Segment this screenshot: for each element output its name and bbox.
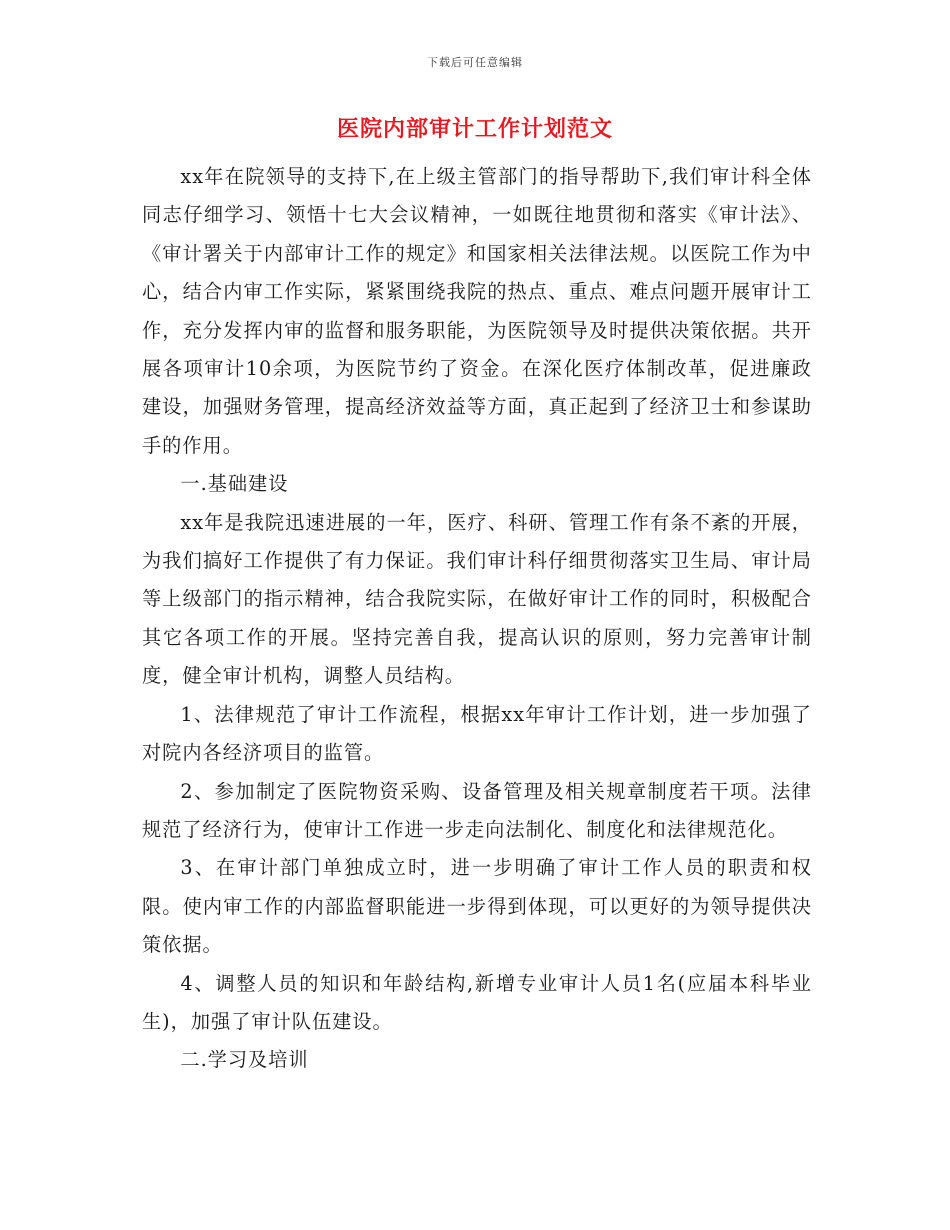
section-heading-training: 二.学习及培训 [180, 1048, 309, 1072]
list-item-4: 4、调整人员的知识和年龄结构,新增专业审计人员1名(应届本科毕业生)，加强了审计队伍建设。 [142, 971, 812, 1033]
body-paragraph: xx年是我院迅速进展的一年，医疗、科研、管理工作有条不紊的开展，为我们搞好工作提供了有力保证。我们审计科仔细贯彻落实卫生局、审计局等上级部门的指示精神，结合我院实际，在做好审计工作的同时，积极配合其它各项工作的开展。坚持完善自我，提高认识的原则，努力完善审计制度，健全审计机构，调整人员结构。 [142, 510, 812, 688]
list-item-2: 2、参加制定了医院物资采购、设备管理及相关规章制度若干项。法律规范了经济行为，使审计工作进一步走向法制化、制度化和法律规范化。 [142, 779, 812, 841]
section-heading-basic-construction: 一.基础建设 [180, 472, 289, 496]
document-body [142, 158, 812, 1080]
list-item-3: 3、在审计部门单独成立时，进一步明确了审计工作人员的职责和权限。使内审工作的内部监督职能进一步得到体现，可以更好的为领导提供决策依据。 [142, 856, 812, 957]
intro-paragraph: xx年在院领导的支持下,在上级主管部门的指导帮助下,我们审计科全体同志仔细学习、领悟十七大会议精神，一如既往地贯彻和落实《审计法》、《审计署关于内部审计工作的规定》和国家相关法律法规。以医院工作为中心，结合内审工作实际，紧紧围绕我院的热点、重点、难点问题开展审计工作，充分发挥内审的监督和服务职能，为医院领导及时提供决策依据。共开展各项审计10余项，为医院节约了资金。在深化医疗体制改革，促进廉政建设，加强财务管理，提高经济效益等方面，真正起到了经济卫士和参谋助手的作用。 [142, 165, 812, 457]
page-header-note: 下载后可任意编辑 [427, 56, 523, 69]
list-item-1: 1、法律规范了审计工作流程，根据xx年审计工作计划，进一步加强了对院内各经济项目的监管。 [142, 702, 812, 765]
document-title: 医院内部审计工作计划范文 [336, 116, 613, 142]
